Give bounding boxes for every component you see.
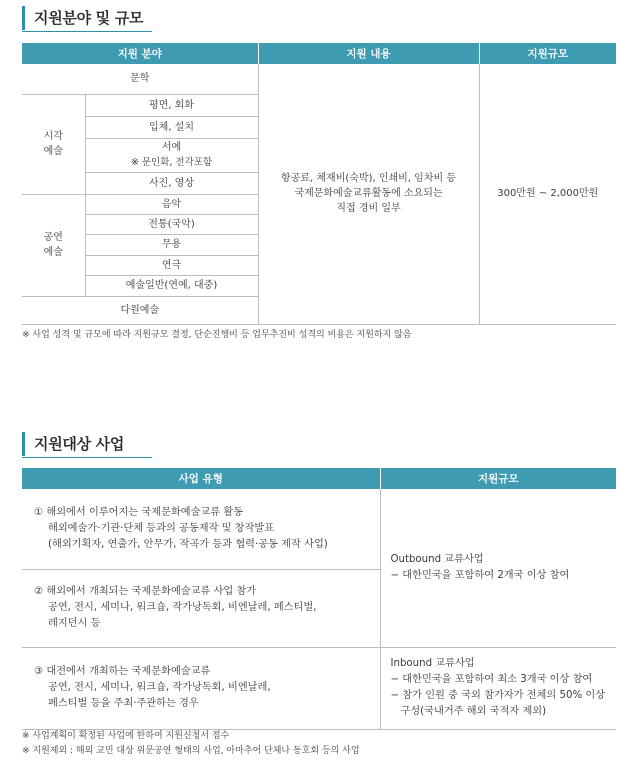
row1-line3: (해외기획자, 연출가, 안무가, 작곡가 등과 협력·공동 제작 사업): [48, 538, 328, 550]
support-scale-cell: 300만원 ~ 2,000만원: [479, 64, 616, 324]
section2-title: 지원대상 사업: [22, 432, 124, 456]
header-content: 지원 내용: [258, 43, 479, 64]
header-scale: 지원규모: [479, 43, 616, 64]
field-item: 입체, 설치: [85, 116, 258, 138]
row2-line1: ② 해외에서 개최되는 국제문화예술교류 사업 참가: [34, 586, 257, 597]
inbound-title: Inbound 교류사업: [390, 658, 475, 669]
header-business-type: 사업 유형: [22, 468, 380, 489]
support-content-line-3: 직접 경비 일부: [336, 203, 401, 215]
outbound-title: Outbound 교류사업: [390, 553, 484, 565]
field-item: 음악: [85, 194, 258, 214]
row3-line1: ③ 대전에서 개최하는 국제문화예술교류: [34, 666, 211, 677]
row1-line2: 해외예술가·기관·단체 등과의 공동제작 및 창작발표: [48, 522, 275, 534]
field-item-calligraphy-note: ※ 문인화, 전각포함: [130, 157, 213, 168]
section2-note-2: ※ 지원제외 : 해외 교민 대상 위문공연 형태의 사업, 아마추어 단체나 동호회 등의 사업: [22, 746, 360, 756]
support-content-line-2: 국제문화예술교류활동에 소요되는: [294, 188, 443, 200]
field-item: [85, 138, 258, 172]
support-field-table: [22, 43, 616, 325]
field-item: 평면, 회화: [85, 94, 258, 116]
field-item: 전통(국악): [85, 214, 258, 234]
field-item: 무용: [85, 234, 258, 255]
field-multidisciplinary: 다원예술: [22, 296, 258, 324]
inbound-detail-3: 구성(국내거주 해외 국적자 제외): [400, 706, 547, 717]
field-literature: 문학: [22, 64, 258, 94]
field-visual-arts: 시각 예술: [22, 94, 85, 194]
row2-line2: 공연, 전시, 세미나, 워크숍, 작가낭독회, 비엔날레, 페스티벌,: [48, 602, 317, 613]
section1-title: 지원분야 및 규모: [22, 6, 143, 30]
section2-title-rule: [22, 457, 152, 458]
field-item: 연극: [85, 255, 258, 275]
header-scale: 지원규모: [380, 468, 616, 489]
field-item-calligraphy: 서예: [161, 142, 182, 153]
business-type-row-2: [22, 569, 380, 647]
row3-line3: 페스티벌 등을 주최·주관하는 경우: [48, 698, 199, 709]
section1-title-rule: [22, 31, 152, 32]
business-type-row-3: [22, 647, 380, 729]
row1-line1: ① 해외에서 이루어지는 국제문화예술교류 활동: [34, 506, 244, 518]
inbound-detail-2: − 참가 인원 중 국외 참가자가 전체의 50% 이상: [390, 690, 606, 701]
inbound-cell: [380, 647, 616, 729]
section1-note: ※ 사업 성격 및 규모에 따라 지원규모 결정, 단순진행비 등 업무추진비 성격의 비용은 지원하지 않음: [22, 330, 412, 340]
support-target-table: [22, 468, 616, 730]
field-performing-arts: 공연 예술: [22, 194, 85, 296]
outbound-cell: [380, 489, 616, 647]
row2-line3: 레지던시 등: [48, 618, 101, 629]
header-field: 지원 분야: [22, 43, 258, 64]
inbound-detail-1: − 대한민국을 포함하여 최소 3개국 이상 참여: [390, 674, 593, 685]
field-item: 사진, 영상: [85, 172, 258, 194]
section2-note-1: ※ 사업계획이 확정된 사업에 한하여 지원신청서 접수: [22, 731, 230, 741]
row3-line2: 공연, 전시, 세미나, 워크숍, 작가낭독회, 비엔날레,: [48, 682, 271, 693]
field-item: 예술일반(연예, 대중): [85, 275, 258, 296]
business-type-row-1: [22, 489, 380, 569]
support-content-cell: [258, 64, 479, 324]
support-content-line-1: 항공료, 체재비(숙박), 인쇄비, 임차비 등: [281, 173, 456, 185]
outbound-detail: − 대한민국을 포함하여 2개국 이상 참여: [390, 569, 570, 581]
